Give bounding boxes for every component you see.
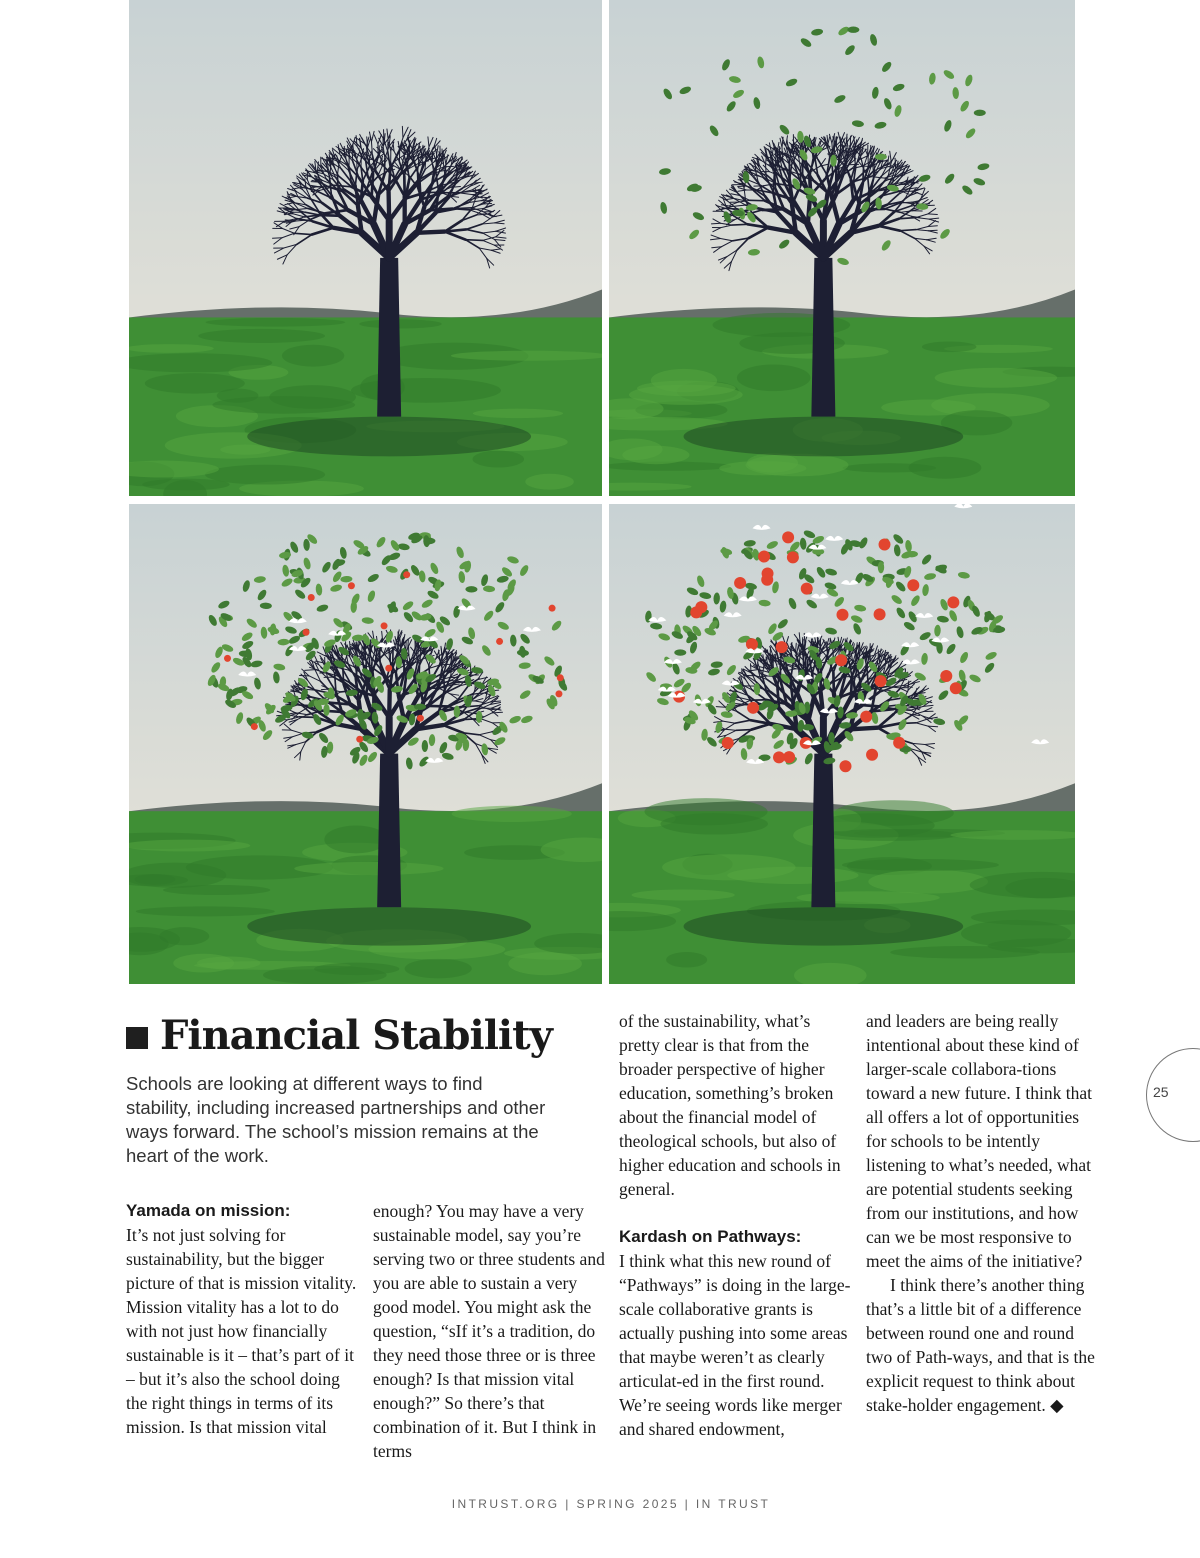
tree-branch	[312, 187, 322, 188]
leaf	[878, 561, 884, 573]
grass-patch	[843, 463, 937, 472]
body-paragraph: It’s not just solving for sustainability, but the bigger picture of that is mission vitality. Mission vitality has a lot to do with not just how financially sustainable is it – that’s part of it – but it’s also the school doing the right things in terms of its mission. Is that mission vital	[126, 1225, 357, 1437]
tree-branch	[711, 223, 720, 224]
tree-branch	[389, 192, 390, 221]
fruit	[758, 551, 770, 563]
tree-branch	[444, 674, 445, 692]
grass-patch	[198, 329, 325, 343]
fruit	[417, 715, 424, 722]
fruit	[747, 702, 759, 714]
grass-patch	[508, 952, 582, 975]
fruit	[308, 594, 315, 601]
tree-branch	[402, 126, 403, 137]
body-paragraph: enough? You may have a very sustainable model, say you’re serving two or three students and you are able to sustain a very good model. You might ask the question, “sIf it’s a tradition, do they need those three or is three enough? Is that mission vital enough?” So there’s that combination of it. But I think in terms	[373, 1201, 605, 1461]
tree-panel-budding	[609, 0, 1075, 496]
tree-shadow	[684, 907, 964, 945]
tree-panel-leafy	[129, 504, 602, 984]
tree-branch	[418, 173, 419, 188]
grass-patch	[451, 351, 602, 361]
fruit	[695, 601, 707, 613]
grass-patch	[473, 451, 524, 468]
fruit	[557, 674, 564, 681]
tree-branch	[814, 137, 815, 147]
fruit	[907, 579, 919, 591]
grass-patch	[666, 952, 707, 967]
fruit	[787, 551, 799, 563]
article-title: Financial Stability	[160, 1012, 552, 1059]
tree-branch	[850, 728, 878, 730]
tree-panel-bare	[129, 0, 602, 496]
text-column-1	[126, 1199, 358, 1439]
fruit	[860, 711, 872, 723]
body-paragraph: of the sustainability, what’s pretty clear is that from the broader perspective of higher education, something’s broken about the financial model of theological schools, but also of higher education and schools in general.	[619, 1011, 841, 1199]
fruit	[839, 760, 851, 772]
tree-trunk	[811, 754, 835, 908]
grass-patch	[922, 342, 976, 353]
tree-branch	[736, 730, 751, 731]
fruit	[555, 690, 562, 697]
subhead-yamada: Yamada on mission:	[126, 1201, 291, 1220]
tree-branch	[762, 209, 784, 210]
fruit	[251, 723, 258, 730]
fruit	[356, 736, 363, 743]
fruit	[950, 682, 962, 694]
grass-patch	[294, 862, 443, 875]
body-paragraph: and leaders are being really intentional about these kind of larger-scale collabora-tions toward a new future. I think that all offers a lot of opportunities for schools to be intently listening to what’s needed, what are potential students seeking from our institutions, and how can we be most responsive to meet the aims of the initiative?	[866, 1011, 1092, 1271]
grass-patch	[405, 959, 472, 979]
tree-trunk	[377, 754, 401, 908]
grass-patch	[473, 409, 563, 419]
fruit	[348, 582, 355, 589]
grass-patch	[282, 345, 344, 367]
tree-branch	[796, 643, 797, 651]
section-heading	[126, 1012, 552, 1059]
fruit	[874, 608, 886, 620]
leaf	[396, 656, 402, 668]
fruit	[835, 654, 847, 666]
tree-branch	[372, 174, 373, 197]
grass-patch	[359, 319, 441, 328]
body-paragraph: I think there’s another thing that’s a little bit of a difference between round one and round two of Path-ways, and that is the explicit request to think about stake-holder engagement. ◆	[866, 1275, 1095, 1415]
tree-branch	[436, 162, 437, 174]
tree-branch	[928, 214, 937, 215]
tree-branch	[305, 670, 316, 671]
fruit	[773, 751, 785, 763]
tree-branch	[492, 712, 502, 713]
tree-branch	[456, 208, 472, 209]
fruit	[403, 571, 410, 578]
grass-patch	[632, 889, 735, 900]
tree-branch	[716, 707, 725, 708]
fruit	[761, 574, 773, 586]
fruit	[224, 655, 231, 662]
fruit	[385, 665, 392, 672]
grass-patch	[637, 381, 736, 397]
text-column-2	[373, 1199, 605, 1463]
tree-branch	[821, 691, 824, 717]
grass-patch	[662, 854, 796, 880]
grass-patch	[452, 806, 572, 822]
tree-branch	[866, 660, 867, 671]
fruit	[940, 670, 952, 682]
fruit	[496, 638, 503, 645]
tree-trunk	[377, 258, 401, 417]
fruit	[879, 538, 891, 550]
tree-branch	[483, 203, 492, 204]
grass-patch	[890, 946, 1040, 958]
tree-branch	[738, 186, 747, 187]
tree-branch	[732, 224, 748, 225]
fruit	[801, 583, 813, 595]
tree-branch	[870, 650, 871, 660]
tree-shadow	[684, 417, 964, 457]
leaf	[422, 740, 428, 752]
leaf	[847, 27, 859, 33]
text-column-4	[866, 1009, 1098, 1417]
article-deck: Schools are looking at different ways to find stability, including increased partnerships and other ways forward. The school’s mission remains at the heart of the work.	[126, 1073, 546, 1166]
text-column-3	[619, 1009, 851, 1441]
page-footer: INTRUST.ORG | SPRING 2025 | IN TRUST	[451, 1497, 771, 1511]
grass-patch	[525, 474, 573, 490]
tree-branch	[900, 230, 916, 231]
grass-patch	[136, 906, 275, 916]
fruit	[875, 675, 887, 687]
body-paragraph: I think what this new round of “Pathways” is doing in the large-scale collaborative grants is actually pushing into some areas that maybe weren’t as clearly articulat-ed in the first round. We’re seeing words like merger and shared endowment,	[619, 1251, 851, 1439]
grass-patch	[212, 396, 355, 414]
grass-patch	[868, 870, 988, 894]
grass-patch	[324, 826, 387, 854]
fruit	[381, 622, 388, 629]
fruit	[734, 577, 746, 589]
tree-shadow	[247, 417, 531, 457]
tree-branch	[843, 146, 844, 156]
grass-patch	[263, 966, 387, 984]
grass-patch	[205, 318, 345, 327]
fruit	[782, 531, 794, 543]
fruit	[746, 638, 758, 650]
fruit	[866, 749, 878, 761]
tree-trunk	[811, 258, 835, 417]
grass-patch	[935, 368, 1058, 388]
leaf	[828, 732, 834, 744]
fruit	[776, 641, 788, 653]
fruit	[303, 629, 310, 636]
grass-patch	[220, 445, 270, 455]
heading-square-icon	[126, 1027, 148, 1049]
fruit	[722, 737, 734, 749]
grass-patch	[205, 465, 325, 485]
fruit	[836, 609, 848, 621]
tree-shadow	[247, 907, 531, 945]
fruit	[893, 737, 905, 749]
tree-branch	[417, 232, 445, 233]
tree-panel-fruiting	[609, 504, 1075, 984]
fruit	[549, 605, 556, 612]
grass-patch	[173, 954, 234, 973]
tree-branch	[874, 162, 875, 174]
grass-patch	[842, 859, 999, 871]
tree-branch	[867, 669, 868, 685]
grass-patch	[746, 454, 849, 477]
grass-patch	[351, 378, 501, 403]
grass-patch	[129, 344, 214, 353]
subhead-kardash: Kardash on Pathways:	[619, 1227, 802, 1246]
grass-patch	[737, 364, 811, 391]
page-number: 25	[1153, 1084, 1169, 1100]
fruit	[947, 596, 959, 608]
page-number-circle	[1146, 1048, 1200, 1142]
grass-patch	[660, 813, 767, 834]
